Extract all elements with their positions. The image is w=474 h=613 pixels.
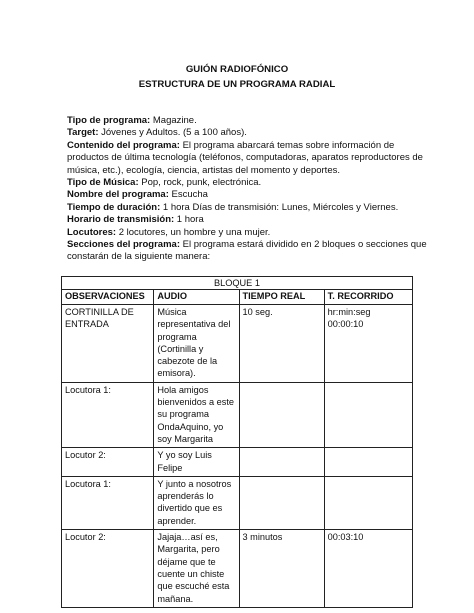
table-row [62,305,413,383]
cell-tiempo-real: 10 seg. [239,305,324,383]
column-header-audio: AUDIO [154,290,239,305]
field-value: 1 hora Días de transmisión: Lunes, Miércoles y Viernes. [160,201,399,213]
cell-audio: Y yo soy Luis Felipe [154,448,239,477]
cell-audio: Hola amigos bienvenidos a este su programa OndaAquino, yo soy Margarita [154,382,239,447]
cell-t-recorrido [324,382,412,447]
script-table [61,276,413,608]
field-target [67,127,427,139]
time-format-label: hr:min:seg [327,307,371,317]
header-row [62,290,413,305]
field-label: Tipo de programa: [67,115,151,126]
cell-t-recorrido [324,476,412,529]
field-horario [67,214,427,226]
table-row [62,530,413,608]
field-label: Locutores: [67,226,117,238]
field-label: Secciones del programa: [67,239,180,251]
time-elapsed: 00:00:10 [327,319,364,330]
cell-observaciones: CORTINILLA DE ENTRADA [62,305,154,383]
field-label: Nombre del programa: [67,189,169,201]
cell-observaciones: Locutor 2: [62,448,154,477]
field-duracion [67,202,427,214]
column-header-t-recorrido: T. RECORRIDO [324,290,412,305]
table-row [62,476,413,529]
cell-audio: Música representativa del programa (Cortinilla y cabezote de la emisora). [154,305,239,383]
cell-tiempo-real [239,476,324,529]
field-locutores [67,227,427,239]
cell-observaciones: Locutor 2: [62,530,154,608]
field-label: Target: [67,127,99,139]
block-title: BLOQUE 1 [62,277,413,290]
field-value: El programa abarcará temas sobre información de productos de última tecnología (teléfonos, computadoras, aparatos reproductores de música, etc.), ecología, ciencia, artistas del momento y deportes. [67,139,423,176]
cell-t-recorrido [324,305,412,383]
field-value: 1 hora [174,214,204,226]
column-header-tiempo-real: TIEMPO REAL [239,290,324,305]
cell-observaciones: Locutora 1: [62,476,154,529]
cell-t-recorrido [324,448,412,477]
cell-t-recorrido: 00:03:10 [324,530,412,608]
field-tipo-musica [67,177,427,189]
cell-tiempo-real [239,382,324,447]
field-label: Tipo de Música: [67,177,139,189]
cell-tiempo-real [239,448,324,477]
column-header-observaciones: OBSERVACIONES [62,290,154,305]
cell-audio: Jajaja…así es, Margarita, pero déjame que te cuente un chiste que escuché esta mañana. [154,530,239,608]
field-value: Jóvenes y Adultos. (5 a 100 años). [98,127,247,139]
field-label: Contenido del programa: [67,139,180,151]
field-contenido [67,140,427,177]
cell-observaciones: Locutora 1: [62,382,154,447]
field-value: Magazine. [150,115,197,126]
table-row [62,382,413,447]
field-value: 2 locutores, un hombre y una mujer. [116,226,271,238]
field-nombre [67,189,427,201]
field-secciones [67,239,427,264]
field-value: Pop, rock, punk, electrónica. [138,177,262,189]
field-value: El programa estará dividido en 2 bloques o secciones que constarán de la siguiente manera: [67,239,427,263]
field-label: Tiempo de duración: [67,201,161,213]
table-row [62,448,413,477]
cell-audio: Y junto a nosotros aprenderás lo divertido que es aprender. [154,476,239,529]
program-details [67,115,427,264]
cell-tiempo-real: 3 minutos [239,530,324,608]
block-title-row [62,277,413,290]
field-value: Escucha [168,189,208,201]
document-subtitle: ESTRUCTURA DE UN PROGRAMA RADIAL [138,79,336,90]
field-tipo-programa [67,115,427,127]
document-title: GUIÓN RADIOFÓNICO [185,64,289,75]
field-label: Horario de transmisión: [67,214,175,226]
